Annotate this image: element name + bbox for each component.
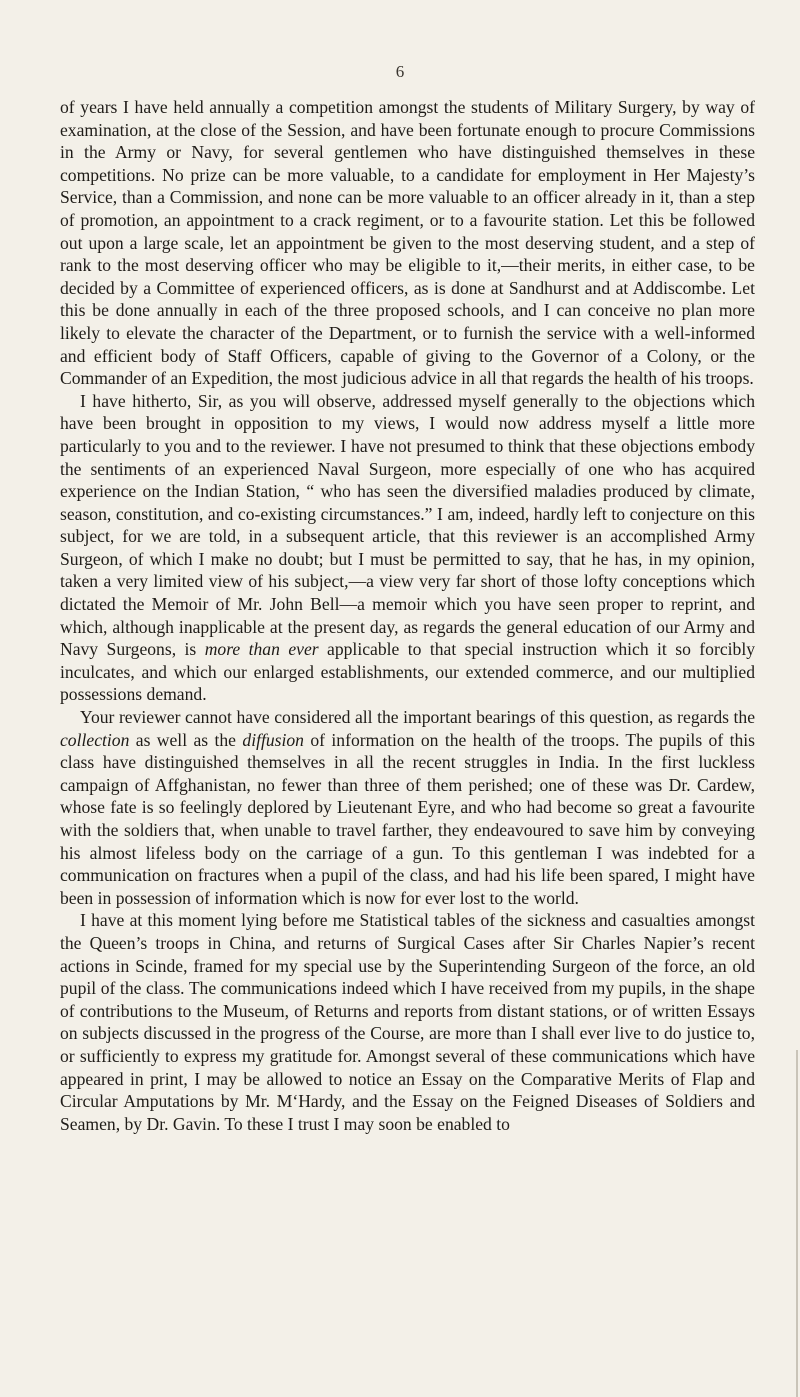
page-edge-shadow	[796, 1050, 798, 1397]
emphasis-text: more than ever	[204, 639, 319, 660]
text-segment: of years I have held annually a competition amongst the students of Military Surgery, by way of examination, at the close of the Session, and have been fortunate enough to procure Commissions in the Army or Navy, for several gentlemen who have distinguished themselves in these competitions. No prize can be more valuable, to a candidate for employment in Her Majesty’s Service, than a Commission, and none can be more valuable to an officer already in it, than a step of promotion, an appointment to a crack regiment, or to a favourite station. Let this be followed out upon a large scale, let an appointment be given to the most deserving student, and a step of rank to the most deserving officer who may be eligible to it,—their merits, in either case, to be decided by a Committee of experienced officers, as is done at Sandhurst and at Addiscombe. Let this be done annually in each of the three proposed schools, and I can conceive no plan more likely to elevate the character of the Department, or to furnish the service with a well-informed and efficient body of Staff Officers, capable of giving to the Governor of a Colony, or the Commander of an Expedition, the most judicious advice in all that regards the health of his troops.	[60, 97, 755, 389]
emphasis-text: collection	[60, 729, 130, 750]
paragraph	[60, 96, 755, 390]
text-segment: as well as the	[129, 729, 243, 750]
body-text	[60, 96, 755, 1135]
paragraph	[60, 706, 755, 909]
text-segment: I have hitherto, Sir, as you will observe, addressed myself generally to the objections which have been brought in opposition to my views, I would now address myself a little more particularly to you and to the reviewer. I have not presumed to think that these objections embody the sentiments of an experienced Naval Surgeon, more especially of one who has acquired experience on the Indian Station, “ who has seen the diversified maladies produced by climate, season, constitution, and co-existing circumstances.” I am, indeed, hardly left to conjecture on this subject, for we are told, in a subsequent article, that this reviewer is an accomplished Army Surgeon, of which I make no doubt; but I must be permitted to say, that he has, in my opinion, taken a very limited view of his subject,—a view very far short of those lofty conceptions which dictated the Memoir of Mr. John Bell—a memoir which you have seen proper to reprint, and which, although inapplicable at the present day, as regards the general education of our Army and Navy Surgeons, is	[60, 390, 755, 660]
text-segment: of information on the health of the troops. The pupils of this class have distinguished themselves in all the recent struggles in India. In the first luckless campaign of Affghanistan, no fewer than three of them perished; one of these was Dr. Cardew, whose fate is so feelingly deplored by Lieutenant Eyre, and who had become so great a favourite with the soldiers that, when unable to travel farther, they endeavoured to save him by conveying his almost lifeless body on the carriage of a gun. To this gentleman I was indebted for a communication on fractures when a pupil of the class, and had his life been spared, I might have been in possession of information which is now for ever lost to the world.	[60, 729, 756, 908]
page-number: 6	[395, 62, 405, 81]
text-segment: Your reviewer cannot have considered all the important bearings of this question, as regards the	[80, 707, 755, 728]
paragraph	[60, 909, 755, 1135]
text-segment: applicable to that special instruction which it so forcibly inculcates, and which our enlarged establishments, our extended commerce, and our multiplied possessions demand.	[60, 639, 756, 705]
emphasis-text: diffusion	[242, 729, 304, 750]
paragraph	[60, 390, 755, 706]
text-segment: I have at this moment lying before me Statistical tables of the sickness and casualties amongst the Queen’s troops in China, and returns of Surgical Cases after Sir Charles Napier’s recent actions in Scinde, framed for my special use by the Superintending Surgeon of the force, an old pupil of the class. The communications indeed which I have received from my pupils, in the shape of contributions to the Museum, of Returns and reports from distant stations, or of written Essays on subjects discussed in the progress of the Course, are more than I shall ever live to do justice to, or sufficiently to express my gratitude for. Amongst several of these communications which have appeared in print, I may be allowed to notice an Essay on the Comparative Merits of Flap and Circular Amputations by Mr. M‘Hardy, and the Essay on the Feigned Diseases of Soldiers and Seamen, by Dr. Gavin. To these I trust I may soon be enabled to	[60, 910, 755, 1134]
